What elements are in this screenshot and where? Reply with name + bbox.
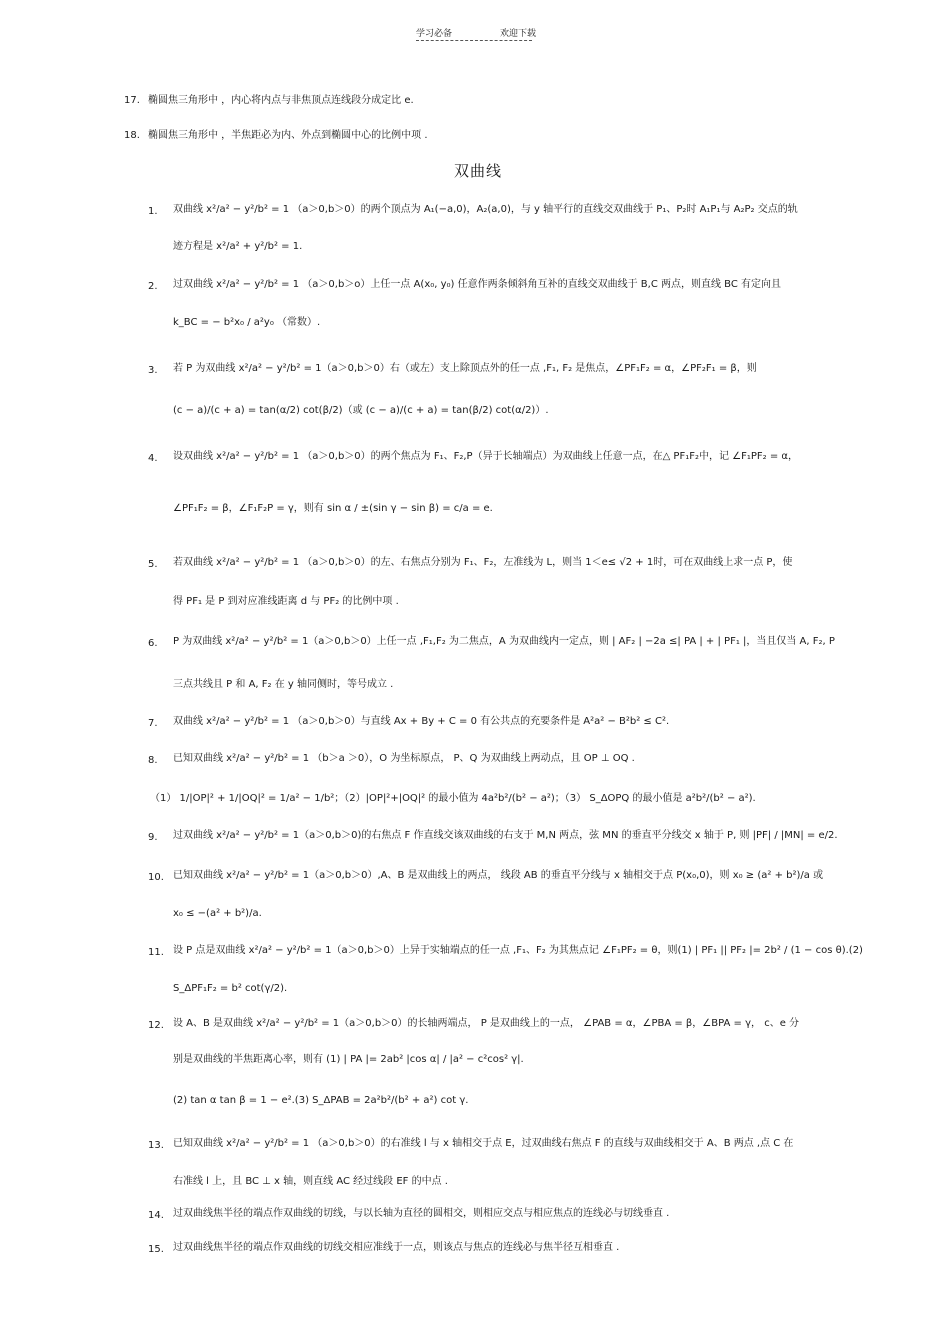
item-number: 6. <box>148 638 158 649</box>
item-line: 设 P 点是双曲线 x²/a² − y²/b² = 1（a＞0,b＞0）上异于实轴端点的任一点 ,F₁、F₂ 为其焦点记 ∠F₁PF₂ = θ，则(1) | PF₁ || PF₂ |= 2b² / (1 − cos θ).(2) <box>173 945 863 956</box>
item-line: （1） 1/|OP|² + 1/|OQ|² = 1/a² − 1/b²；（2）|OP|²+|OQ|² 的最小值为 4a²b²/(b² − a²)；（3） S_ΔOPQ 的最小值是 a²b²/(b² − a²). <box>150 793 756 804</box>
item-number: 2. <box>148 281 158 292</box>
header-right: 欢迎下载 <box>500 29 537 39</box>
item-line: 设双曲线 x²/a² − y²/b² = 1 （a＞0,b＞0）的两个焦点为 F₁、F₂,P（异于长轴端点）为双曲线上任意一点，在△ PF₁F₂中，记 ∠F₁PF₂ = α， <box>173 451 799 462</box>
item-line: 迹方程是 x²/a² + y²/b² = 1. <box>173 241 303 252</box>
item-line: (2) tan α tan β = 1 − e².(3) S_ΔPAB = 2a²b²/(b² + a²) cot γ. <box>173 1095 469 1106</box>
item-number: 4. <box>148 453 158 464</box>
item-line: 若 P 为双曲线 x²/a² − y²/b² = 1（a＞0,b＞0）右（或左）支上除顶点外的任一点 ,F₁, F₂ 是焦点，∠PF₁F₂ = α，∠PF₂F₁ = β，则 <box>173 363 757 374</box>
item-number: 14. <box>148 1210 164 1221</box>
item-number: 9. <box>148 832 158 843</box>
item-line: 过双曲线焦半径的端点作双曲线的切线，与以长轴为直径的圆相交，则相应交点与相应焦点的连线必与切线垂直 . <box>173 1208 670 1219</box>
item-line: 若双曲线 x²/a² − y²/b² = 1 （a＞0,b＞0）的左、右焦点分别为 F₁、F₂，左准线为 L，则当 1＜e≤ √2 + 1时，可在双曲线上求一点 P，使 <box>173 557 793 568</box>
item-line: k_BC = − b²x₀ / a²y₀ （常数）. <box>173 317 321 328</box>
item-line: 三点共线且 P 和 A, F₂ 在 y 轴同侧时，等号成立 . <box>173 679 394 690</box>
item-number: 7. <box>148 718 158 729</box>
item-number: 10. <box>148 872 164 883</box>
page-header <box>416 26 536 39</box>
item-line: 过双曲线 x²/a² − y²/b² = 1 （a＞0,b＞o）上任一点 A(x₀, y₀) 任意作两条倾斜角互补的直线交双曲线于 B,C 两点，则直线 BC 有定向且 <box>173 279 782 290</box>
item-number: 8. <box>148 755 158 766</box>
item-text: 椭圆焦三角形中 ，半焦距必为内、外点到椭圆中心的比例中项 . <box>148 130 428 141</box>
item-line: 过双曲线焦半径的端点作双曲线的切线交相应准线于一点，则该点与焦点的连线必与焦半径互相垂直 . <box>173 1242 620 1253</box>
item-number: 17. <box>124 95 140 106</box>
item-number: 11. <box>148 947 164 958</box>
item-line: 双曲线 x²/a² − y²/b² = 1 （a＞0,b＞0）与直线 Ax + By + C = 0 有公共点的充要条件是 A²a² − B²b² ≤ C². <box>173 716 670 727</box>
item-line: x₀ ≤ −(a² + b²)/a. <box>173 908 262 919</box>
item-number: 12. <box>148 1020 164 1031</box>
item-line: S_ΔPF₁F₂ = b² cot(γ/2). <box>173 983 288 994</box>
item-text: 椭圆焦三角形中 ，内心将内点与非焦顶点连线段分成定比 e. <box>148 95 414 106</box>
item-line: 得 PF₁ 是 P 到对应准线距离 d 与 PF₂ 的比例中项 . <box>173 596 399 607</box>
item-line: 已知双曲线 x²/a² − y²/b² = 1 （a＞0,b＞0）的右准线 l 与 x 轴相交于点 E，过双曲线右焦点 F 的直线与双曲线相交于 A、B 两点 ,点 C 在 <box>173 1138 794 1149</box>
item-line: 设 A、B 是双曲线 x²/a² − y²/b² = 1（a＞0,b＞0）的长轴两端点， P 是双曲线上的一点， ∠PAB = α，∠PBA = β，∠BPA = γ， c、e 分 <box>173 1018 800 1029</box>
item-line: 别是双曲线的半焦距离心率，则有 (1) | PA |= 2ab² |cos α| / |a² − c²cos² γ|. <box>173 1054 524 1065</box>
header-left: 学习必备 <box>416 29 453 39</box>
item-line: ∠PF₁F₂ = β，∠F₁F₂P = γ，则有 sin α / ±(sin γ − sin β) = c/a = e. <box>173 503 493 514</box>
item-number: 13. <box>148 1140 164 1151</box>
item-line: 右准线 l 上，且 BC ⊥ x 轴，则直线 AC 经过线段 EF 的中点 . <box>173 1176 448 1187</box>
item-number: 5. <box>148 559 158 570</box>
item-number: 15. <box>148 1244 164 1255</box>
item-line: 过双曲线 x²/a² − y²/b² = 1（a＞0,b＞0)的右焦点 F 作直线交该双曲线的右支于 M,N 两点，弦 MN 的垂直平分线交 x 轴于 P, 则 |PF| / |MN| = e/2. <box>173 830 838 841</box>
item-line: 已知双曲线 x²/a² − y²/b² = 1 （b＞a ＞0），O 为坐标原点， P、Q 为双曲线上两动点，且 OP ⊥ OQ . <box>173 753 635 764</box>
item-number: 18. <box>124 130 140 141</box>
item-line: P 为双曲线 x²/a² − y²/b² = 1（a＞0,b＞0）上任一点 ,F₁,F₂ 为二焦点，A 为双曲线内一定点，则 | AF₂ | −2a ≤| PA | + | PF₁ |，当且仅当 A, F₂, P <box>173 636 835 647</box>
item-number: 1. <box>148 206 158 217</box>
item-line: 双曲线 x²/a² − y²/b² = 1 （a＞0,b＞0）的两个顶点为 A₁(−a,0)，A₂(a,0)，与 y 轴平行的直线交双曲线于 P₁、P₂时 A₁P₁与 A₂P₂ 交点的轨 <box>173 204 798 215</box>
section-title: 双曲线 <box>454 162 503 180</box>
item-line: 已知双曲线 x²/a² − y²/b² = 1（a＞0,b＞0）,A、B 是双曲线上的两点， 线段 AB 的垂直平分线与 x 轴相交于点 P(x₀,0)，则 x₀ ≥ (a² + b²)/a 或 <box>173 870 824 881</box>
header-rule <box>416 40 532 41</box>
item-line: (c − a)/(c + a) = tan(α/2) cot(β/2)（或 (c − a)/(c + a) = tan(β/2) cot(α/2)）. <box>173 405 549 416</box>
item-number: 3. <box>148 365 158 376</box>
